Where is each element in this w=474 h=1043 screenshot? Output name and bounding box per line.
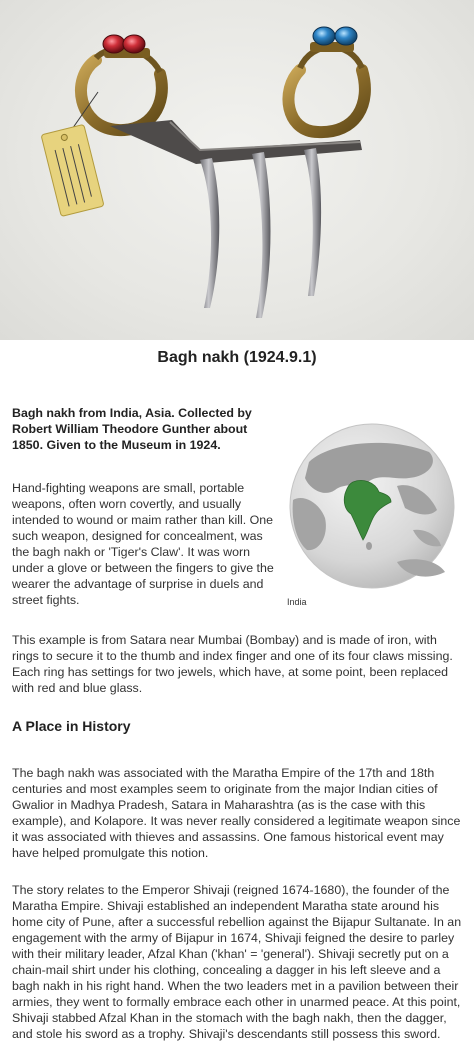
object-intro: Bagh nakh from India, Asia. Collected by Robert William Theodore Gunther about 1850. Given to the Museum in 1924. [12,406,252,452]
right-ring [288,42,364,132]
claws [200,148,321,318]
paragraph-shivaji-story: The story relates to the Emperor Shivaji (reigned 1674-1680), the founder of the Maratha Empire. Shivaji established an independent Maratha state around his home city of Pune, after a successful rebellion against the Bijapur Sultanate. In an engagement with the army of Bijapur in 1674, Shivaji feigned the desire to parley with their military leader, Afzal Khan ('khan' = 'general'). Shivaji secretly put on a chain-mail shirt under his clothing, concealing a dagger in his left sleeve and a bagh nakh in his right hand. When the two leaders met in a pavilion between their armies, they went to formally embrace each other in unarmed peace. At this point, Shivaji stabbed Afzal Khan in the stomach with the bagh nakh, then the dagger, and stole his sword as a trophy. Shivaji's descendants still possess this sword. [12,883,462,1041]
section-heading: A Place in History [12,718,131,734]
artifact-photo [0,0,474,340]
paragraph-hand-fighting-weapons: Hand-fighting weapons are small, portable weapons, often worn covertly, and usually intended to wound or maim rather than kill. One such weapon, designed for concealment, was the bagh nakh or 'Tiger's Claw'. It was worn under a glove or between the fingers to give the wearer the advantage of surprise in duels and street fights. [12,481,274,607]
object-title: Bagh nakh (1924.9.1) [157,349,317,366]
left-ring [81,48,162,130]
paragraph-satara-example: This example is from Satara near Mumbai (Bombay) and is made of iron, with rings to secure it to the thumb and index finger and one of its four claws missing. Each ring has settings for two jewels, which have, at some point, been replaced with red and blue glass. [12,633,453,695]
museum-tag [41,92,104,216]
india-globe-map [279,422,465,590]
paragraph-maratha-empire: The bagh nakh was associated with the Maratha Empire of the 17th and 18th centuries and most examples seem to originate from the major Indian cities of Gwalior in Madhya Pradesh, Satara in Maharashtra (as is the case with this example), and Kolapore. It was never really considered a legitimate weapon since it was associated with thieves and assassins. One famous historical event may have helped promulgate this notion. [12,766,461,860]
globe-caption: India [287,597,307,607]
